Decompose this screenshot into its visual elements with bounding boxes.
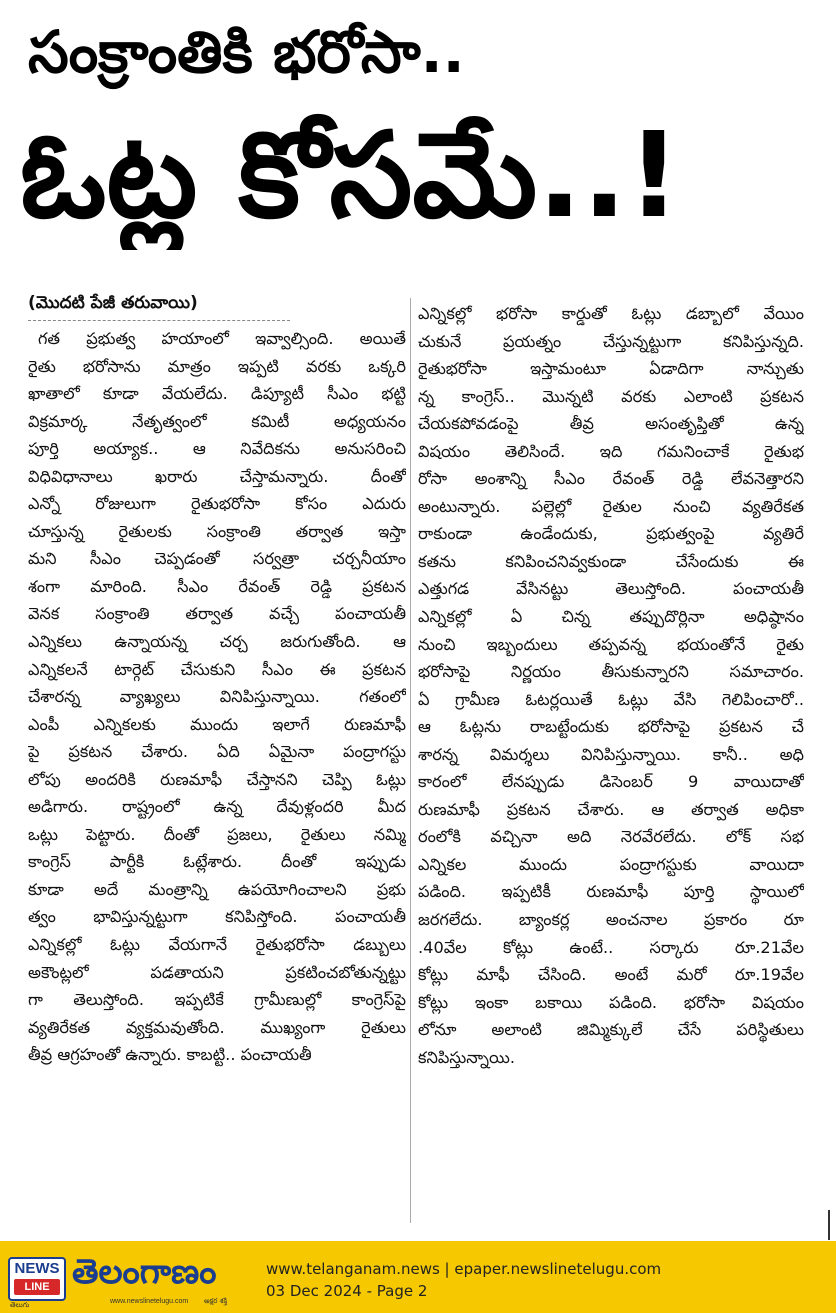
text-line: ఎంపీ ఎన్నికలకు ముందు ఇలాగే రుణమాఫీ xyxy=(28,714,406,734)
headline-line-2: ఓట్ల కోసమే..! xyxy=(20,106,681,244)
text-line: రుణమాఫీ ప్రకటన చేశారు. ఆ తర్వాత అధికా xyxy=(418,799,804,819)
text-line: కోట్లు మాఫీ చేసింది. అంటే మరో రూ.19వేల xyxy=(418,965,804,985)
text-line: గా తెలుస్తోంది. ఇప్పటికే గ్రామీణుల్లో కాంగ్రెస్‌పై xyxy=(28,990,406,1010)
text-line: భరోసాపై నిర్ణయం తీసుకున్నారని సమాచారం. xyxy=(418,662,804,682)
text-line: కనిపిస్తున్నాయి. xyxy=(418,1047,515,1067)
text-line: పడింది. ఇప్పటికీ రుణమాఫీ పూర్తి స్థాయిలో xyxy=(418,882,804,902)
text-line: విషయం తెలిసిందే. ఇది గమనించాకే రైతుభ xyxy=(418,441,804,461)
text-line: కూడా అదే మంత్రాన్ని ఉపయోగించాలని ప్రభు xyxy=(28,879,406,899)
text-line: చూస్తున్న రైతులకు సంక్రాంతి తర్వాత ఇస్తా xyxy=(28,521,406,541)
text-line: ఆ ఓట్లను రాబట్టేందుకు భరోసాపై ప్రకటన చే xyxy=(418,717,804,737)
text-line: శంగా మారింది. సీఎం రేవంత్ రెడ్డి ప్రకటన xyxy=(28,576,406,596)
text-line: .40వేల కోట్లు ఉంటే.. సర్కారు రూ.21వేల xyxy=(418,937,804,957)
left-column-text xyxy=(28,325,406,1069)
text-line: గత ప్రభుత్వ హయాంలో ఇవ్వాల్సింది. అయితే xyxy=(38,329,406,348)
footer-date-page: 03 Dec 2024 - Page 2 xyxy=(266,1282,428,1300)
text-line: ఒట్లు పెట్టారు. దీంతో ప్రజలు, రైతులు నమ్మి xyxy=(28,824,406,844)
headline-line-1: సంక్రాంతికి భరోసా.. xyxy=(28,18,465,86)
text-line: రైతు భరోసాను మాత్రం ఇప్పటి వరకు ఒక్కరి xyxy=(28,356,406,376)
text-line: ఎన్నికల ముందు పంద్రాగస్టుకు వాయిదా xyxy=(418,854,804,874)
text-line: ఎన్నికల్లో భరోసా కార్డుతో ఓట్లు డబ్బాలో వేయిం xyxy=(418,304,804,323)
text-line: లోపు అందరికి రుణమాఫీ చేస్తానని చెప్పి ఓట్లు xyxy=(28,769,406,789)
text-line: కతను కనిపించనివ్వకుండా చేసేందుకు ఈ xyxy=(418,551,804,571)
logo-line-text: LINE xyxy=(14,1279,60,1295)
logo-subtitle: తెలుగు xyxy=(10,1301,30,1309)
text-line: వెనక సంక్రాంతి తర్వాత వచ్చే పంచాయతీ xyxy=(28,604,406,624)
newsline-logo[interactable] xyxy=(8,1257,66,1301)
text-line: కోట్లు ఇంకా బకాయి పడింది. భరోసా విషయం xyxy=(418,992,804,1012)
text-line: వ్యతిరేకత వ్యక్తమవుతోంది. ముఖ్యంగా రైతులు xyxy=(28,1017,406,1037)
text-line: శారన్న విమర్శలు వినిపిస్తున్నాయి. కానీ.. అధి xyxy=(418,744,804,764)
text-line: పూర్తి అయ్యాక.. ఆ నివేదికను అనుసరించి xyxy=(28,439,406,459)
text-line: అకౌంట్లలో పడతాయని ప్రకటించబోతున్నట్టు xyxy=(28,962,406,982)
text-line: న్న కాంగ్రెస్.. మొన్నటి వరకు ఎలాంటి ప్రకటన xyxy=(418,386,804,406)
text-line: కాంగ్రెస్ పార్టీకి ఓట్లేశారు. దీంతో ఇప్పుడు xyxy=(28,852,406,872)
text-line: నుంచి ఇబ్బందులు తప్పవన్న భయంతోనే రైతు xyxy=(418,634,804,654)
logo-news-text: NEWS xyxy=(14,1260,60,1277)
article-right-column xyxy=(418,300,804,1220)
text-line: విక్రమార్క నేతృత్వంలో కమిటీ అధ్యయనం xyxy=(28,411,406,431)
text-line: ఎన్నో రోజులుగా రైతుభరోసా కోసం ఎదురు xyxy=(28,494,406,514)
text-line: లోనూ అలాంటి జిమ్మిక్కులే చేసే పరిస్థితులు xyxy=(418,1020,804,1040)
brand-url[interactable]: www.newslinetelugu.com xyxy=(110,1298,189,1305)
text-line: ఏ గ్రామీణ ఓటర్లయితే ఓట్లు వేసి గెలిపించారో.. xyxy=(418,689,804,709)
text-line: మని సీఎం చెప్పడంతో సర్వత్రా చర్చనీయాం xyxy=(28,549,406,569)
text-line: ఎన్నికల్లో ఏ చిన్న తప్పుదొర్లినా అధిష్ఠానం xyxy=(418,607,804,627)
article-left-column xyxy=(28,290,406,1220)
text-line: ఎత్తుగడ వేసినట్టు తెలుస్తోంది. పంచాయతీ xyxy=(418,579,804,599)
text-line: త్వం భావిస్తున్నట్టుగా కనిపిస్తోంది. పంచాయతీ xyxy=(28,907,406,927)
footer-bar xyxy=(0,1241,836,1313)
text-line: కారంలో లేనప్పుడు డిసెంబర్ 9 వాయిదాతో xyxy=(418,772,804,792)
text-line: రంలోకి వచ్చినా అది నెరవేరలేదు. లోక్ సభ xyxy=(418,827,804,847)
brand-title[interactable]: తెలంగాణం xyxy=(72,1252,217,1292)
brand-tagline: అక్షర శక్తి xyxy=(204,1297,228,1305)
text-line: ఎన్నికలనే టార్గెట్ చేసుకుని సీఎం ఈ ప్రకటన xyxy=(28,659,406,679)
text-line: జరగలేదు. బ్యాంకర్ల అంచనాల ప్రకారం రూ xyxy=(418,910,804,930)
text-line: చేశారన్న వ్యాఖ్యలు వినిపిస్తున్నాయి. గతంలో xyxy=(28,687,406,707)
text-line: రోసా అంశాన్ని సీఎం రేవంత్ రెడ్డి లేవనెత్తారని xyxy=(418,469,804,489)
footer-website-links[interactable]: www.telanganam.news | epaper.newslinetelugu.com xyxy=(266,1260,662,1278)
text-line: అంటున్నారు. పల్లెల్లో రైతుల నుంచి వ్యతిరేకత xyxy=(418,496,804,516)
text-line: పై ప్రకటన చేశారు. ఏది ఏమైనా పంద్రాగస్టు xyxy=(28,742,406,762)
right-column-text xyxy=(418,300,804,1071)
text-line: విధివిధానాలు ఖరారు చేస్తామన్నారు. దీంతో xyxy=(28,466,406,486)
text-line: రాకుండా ఉండేందుకు, ప్రభుత్వంపై వ్యతిరే xyxy=(418,524,804,544)
text-line: రైతుభరోసా ఇస్తామంటూ ఏడాదిగా నాన్చుతు xyxy=(418,359,804,379)
text-line: ఎన్నికల్లో ఓట్లు వేయగానే రైతుభరోసా డబ్బులు xyxy=(28,935,406,955)
text-line: ఎన్నికలు ఉన్నాయన్న చర్చ జరుగుతోంది. ఆ xyxy=(28,632,406,652)
text-line: తీవ్ర ఆగ్రహంతో ఉన్నారు. కాబట్టి.. పంచాయతీ xyxy=(28,1045,312,1065)
continued-from-front-page-label: (మొదటి పేజీ తరువాయి) xyxy=(28,290,290,321)
text-line: అడిగారు. రాష్ట్రంలో ఉన్న దేవుళ్లందరి మీద xyxy=(28,797,406,817)
column-divider xyxy=(410,298,411,1223)
page-edge-mark xyxy=(828,1210,830,1240)
text-line: చేయకపోవడంపై తీవ్ర అసంతృప్తితో ఉన్న xyxy=(418,414,804,434)
text-line: చుకునే ప్రయత్నం చేస్తున్నట్టుగా కనిపిస్తున్నది. xyxy=(418,331,804,351)
text-line: ఖాతాలో కూడా వేయలేదు. డిప్యూటీ సీఎం భట్టి xyxy=(28,384,406,404)
